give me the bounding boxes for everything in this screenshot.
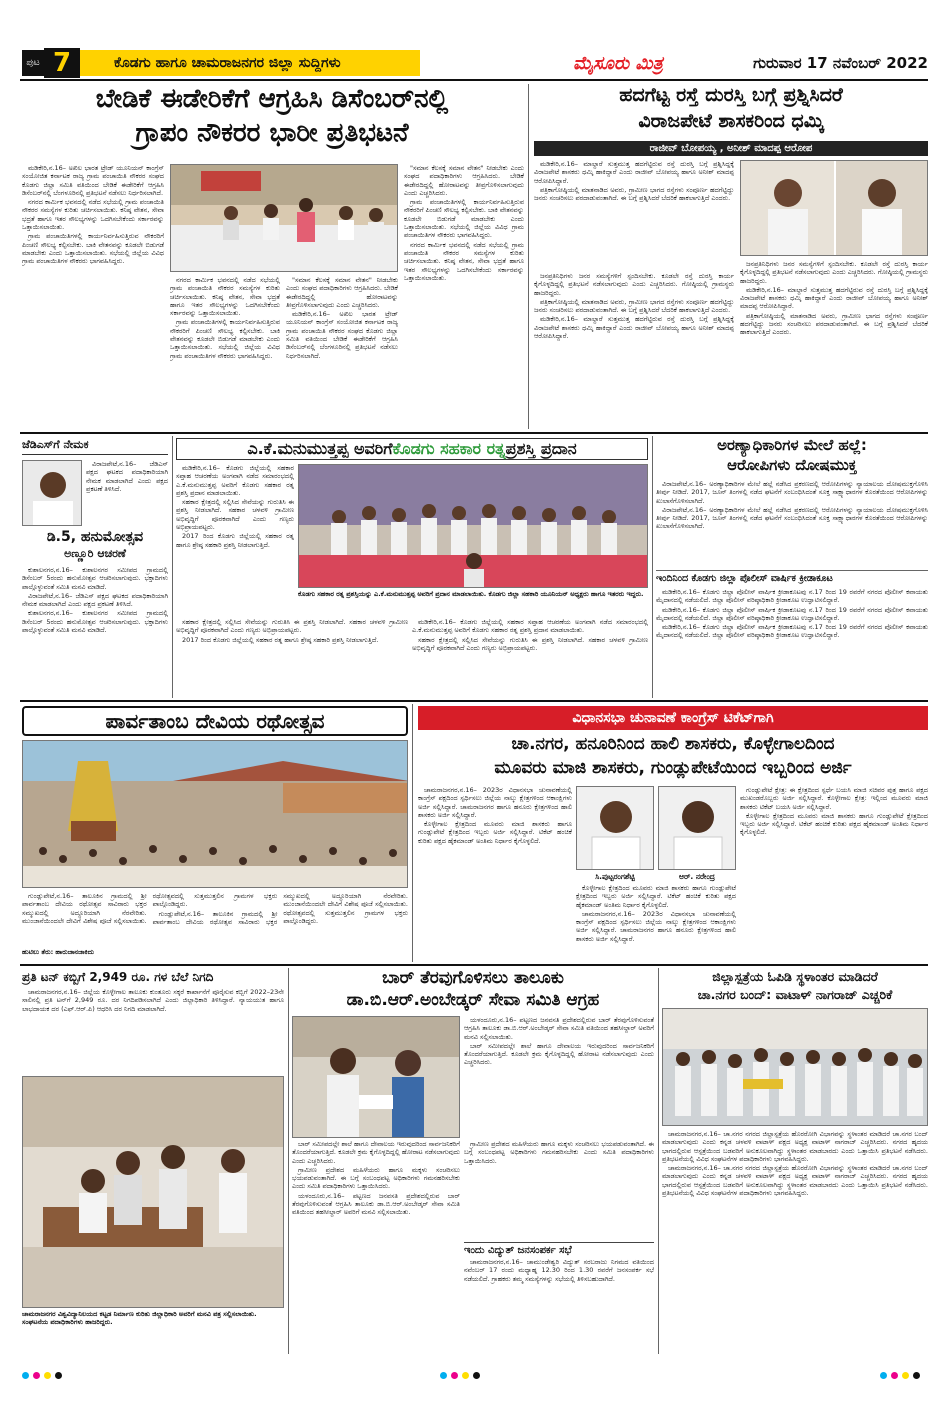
story10-headline-2: ಚಾ.ನಗರ ಬಂದ್: ವಾಟಾಳ್ ನಾಗರಾಜ್ ಎಚ್ಚರಿಕೆ [697, 987, 893, 1002]
column-divider [652, 436, 653, 698]
column-divider [288, 968, 289, 1354]
yellow-dot [902, 1372, 909, 1379]
story6-body: ಗುಂಡ್ಲುಪೇಟೆ,ನ.16– ತಾಲೂಕಿನ ಗ್ರಾಮದಲ್ಲಿ ಶ್ರೀ ಪಾರ್ವತಾಂಬ ದೇವಿಯ ರಥೋತ್ಸವ ಸಾವಿರಾರು ಭಕ್ತರ ಸಮ್ಮುಖದಲ್ಲಿ ಅದ್ದೂರಿಯಾಗಿ ನೆರವೇರಿತು. ಮುಂಜಾನೆಯಿಂದಲೇ ದೇವಿಗೆ ವಿಶೇಷ ಪೂಜೆ ಸಲ್ಲಿಸಲಾಯಿತು. ರಥೋತ್ಸವದಲ್ಲಿ ಸುತ್ತಮುತ್ತಲಿನ ಗ್ರಾಮಗಳ ಭಕ್ತರು ಪಾಲ್ಗೊಂಡಿದ್ದರು. ಗುಂಡ್ಲುಪೇಟೆ,ನ.16– ತಾಲೂಕಿನ ಗ್ರಾಮದಲ್ಲಿ ಶ್ರೀ ಪಾರ್ವತಾಂಬ ದೇವಿಯ ರಥೋತ್ಸವ ಸಾವಿರಾರು ಭಕ್ತರ ಸಮ್ಮುಖದಲ್ಲಿ ಅದ್ದೂರಿಯಾಗಿ ನೆರವೇರಿತು. ಮುಂಜಾನೆಯಿಂದಲೇ ದೇವಿಗೆ ವಿಶೇಷ ಪೂಜೆ ಸಲ್ಲಿಸಲಾಯಿತು. ರಥೋತ್ಸವದಲ್ಲಿ ಸುತ್ತಮುತ್ತಲಿನ ಗ್ರಾಮಗಳ ಭಕ್ತರು ಪಾಲ್ಗೊಂಡಿದ್ದರು. [22, 892, 408, 926]
registration-dots-left [22, 1372, 62, 1379]
story8-caption: ಚಾಮರಾಜನಗರ ವಿಶ್ವವಿದ್ಯಾನಿಲಯದ ಕಟ್ಟಡ ನಿರ್ಮಾಣ ಕುರಿತು ಜಿಲ್ಲಾಧಿಕಾರಿ ಅವರಿಗೆ ಮನವಿ ಪತ್ರ ಸಲ್ಲಿಸಲಾಯಿತು. ಸಂಘಟನೆಯ ಪದಾಧಿಕಾರಿಗಳು ಹಾಜರಿದ್ದರು. [22, 1310, 257, 1326]
story2-photos [740, 160, 928, 256]
story1-headline-1: ಬೇಡಿಕೆ ಈಡೇರಿಕೆಗೆ ಆಗ್ರಹಿಸಿ ಡಿಸೆಂಬರ್‌ನಲ್ಲಿ [95, 84, 449, 114]
issue-date: ಗುರುವಾರ 17 ನವೆಂಬರ್ 2022 [753, 54, 928, 72]
story8-body: ಚಾಮರಾಜನಗರ,ನ.16– ಜಿಲ್ಲೆಯ ಕೊಳ್ಳೇಗಾಲ ತಾಲೂಕು ಕುಂತೂರು ಸಕ್ಕರೆ ಕಾರ್ಖಾನೆಗೆ ಪೂರೈಸುವ ಕಬ್ಬಿಗೆ 2022–23ನೇ ಸಾಲಿನಲ್ಲಿ ಪ್ರತಿ ಟನ್‌ಗೆ 2,949 ರೂ. ದರ ನಿಗದಿಪಡಿಸಲಾಗಿದೆ ಎಂದು ಜಿಲ್ಲಾಧಿಕಾರಿ ತಿಳಿಸಿದ್ದಾರೆ. ನ್ಯಾಯಯುತ ಹಾಗೂ ಲಾಭದಾಯಕ ದರ (ಎಫ್.ಆರ್.ಪಿ) ಆಧರಿಸಿ ದರ ನಿಗದಿ ಮಾಡಲಾಗಿದೆ. [22, 988, 284, 1013]
story1-body-a: ಮಡಿಕೇರಿ,ನ.16– ಅಖಿಲ ಭಾರತ ಟ್ರೇಡ್ ಯೂನಿಯನ್ ಕಾಂಗ್ರೆಸ್ ಸಂಯೋಜಿತ ಕರ್ನಾಟಕ ರಾಜ್ಯ ಗ್ರಾಮ ಪಂಚಾಯಿತಿ ನೌಕರರ ಸಂಘದ ಕೊಡಗು ಜಿಲ್ಲಾ ಸಮಿತಿ ವತಿಯಿಂದ ಬೇಡಿಕೆ ಈಡೇರಿಕೆಗೆ ಆಗ್ರಹಿಸಿ ಡಿಸೆಂಬರ್‌ನಲ್ಲಿ ಬೆಂಗಳೂರಿನಲ್ಲಿ ಪ್ರತಿಭಟನೆ ನಡೆಸಲು ನಿರ್ಧರಿಸಲಾಗಿದೆ. ನಗರದ ಕಾರ್ಮಿಕ ಭವನದಲ್ಲಿ ನಡೆದ ಸಭೆಯಲ್ಲಿ ಗ್ರಾಮ ಪಂಚಾಯಿತಿ ನೌಕರರ ಸಮಸ್ಯೆಗಳ ಕುರಿತು ಚರ್ಚಿಸಲಾಯಿತು. ಕನಿಷ್ಠ ವೇತನ, ಸೇವಾ ಭದ್ರತೆ ಹಾಗೂ ಇತರ ಸೌಲಭ್ಯಗಳನ್ನು ಒದಗಿಸಬೇಕೆಂದು ಸರ್ಕಾರವನ್ನು ಒತ್ತಾಯಿಸಲಾಯಿತು. ಗ್ರಾಮ ಪಂಚಾಯಿತಿಗಳಲ್ಲಿ ಕಾರ್ಯನಿರ್ವಹಿಸುತ್ತಿರುವ ನೌಕರರಿಗೆ ಪಿಂಚಣಿ ಸೌಲಭ್ಯ ಕಲ್ಪಿಸಬೇಕು. ಬಾಕಿ ವೇತನವನ್ನು ಕೂಡಲೇ ಬಿಡುಗಡೆ ಮಾಡಬೇಕು ಎಂದು ಒತ್ತಾಯಿಸಲಾಯಿತು. ಸಭೆಯಲ್ಲಿ ಜಿಲ್ಲೆಯ ವಿವಿಧ ಗ್ರಾಮ ಪಂಚಾಯಿತಿಗಳ ನೌಕರರು ಭಾಗವಹಿಸಿದ್ದರು. [22, 164, 164, 266]
story4-body: ವಿರಾಜಪೇಟೆ,ನ.16– ಅರಣ್ಯಾಧಿಕಾರಿಗಳ ಮೇಲೆ ಹಲ್ಲೆ ನಡೆಸಿದ ಪ್ರಕರಣದಲ್ಲಿ ಆರೋಪಿಗಳನ್ನು ನ್ಯಾಯಾಲಯ ದೋಷಮುಕ್ತಗೊಳಿಸಿ ತೀರ್ಪು ನೀಡಿದೆ. 2017, ಜೂನ್ ತಿಂಗಳಲ್ಲಿ ನಡೆದ ಘಟನೆಗೆ ಸಂಬಂಧಿಸಿದಂತೆ ಸೂಕ್ತ ಸಾಕ್ಷ್ಯಾಧಾರಗಳ ಕೊರತೆಯಿಂದ ಆರೋಪಿಗಳನ್ನು ಖುಲಾಸೆಗೊಳಿಸಲಾಗಿದೆ. ವಿರಾಜಪೇಟೆ,ನ.16– ಅರಣ್ಯಾಧಿಕಾರಿಗಳ ಮೇಲೆ ಹಲ್ಲೆ ನಡೆಸಿದ ಪ್ರಕರಣದಲ್ಲಿ ಆರೋಪಿಗಳನ್ನು ನ್ಯಾಯಾಲಯ ದೋಷಮುಕ್ತಗೊಳಿಸಿ ತೀರ್ಪು ನೀಡಿದೆ. 2017, ಜೂನ್ ತಿಂಗಳಲ್ಲಿ ನಡೆದ ಘಟನೆಗೆ ಸಂಬಂಧಿಸಿದಂತೆ ಸೂಕ್ತ ಸಾಕ್ಷ್ಯಾಧಾರಗಳ ಕೊರತೆಯಿಂದ ಆರೋಪಿಗಳನ್ನು ಖುಲಾಸೆಗೊಳಿಸಲಾಗಿದೆ. [656, 480, 928, 531]
story7-body-b: ಕೊಳ್ಳೇಗಾಲ ಕ್ಷೇತ್ರದಿಂದ ಮೂವರು ಮಾಜಿ ಶಾಸಕರು ಹಾಗೂ ಗುಂಡ್ಲುಪೇಟೆ ಕ್ಷೇತ್ರದಿಂದ ಇಬ್ಬರು ಅರ್ಜಿ ಸಲ್ಲಿಸಿದ್ದಾರೆ. ಟಿಕೆಟ್ ಹಂಚಿಕೆ ಕುರಿತು ಪಕ್ಷದ ಹೈಕಮಾಂಡ್ ಅಂತಿಮ ನಿರ್ಧಾರ ಕೈಗೊಳ್ಳಲಿದೆ. ಚಾಮರಾಜನಗರ,ನ.16– 2023ರ ವಿಧಾನಸಭಾ ಚುನಾವಣೆಯಲ್ಲಿ ಕಾಂಗ್ರೆಸ್ ಪಕ್ಷದಿಂದ ಸ್ಪರ್ಧಿಸಲು ಜಿಲ್ಲೆಯ ನಾಲ್ಕು ಕ್ಷೇತ್ರಗಳಿಂದ ಆಕಾಂಕ್ಷಿಗಳು ಅರ್ಜಿ ಸಲ್ಲಿಸಿದ್ದಾರೆ. ಚಾಮರಾಜನಗರ ಹಾಗೂ ಹನೂರು ಕ್ಷೇತ್ರಗಳಿಂದ ಹಾಲಿ ಶಾಸಕರು ಅರ್ಜಿ ಸಲ್ಲಿಸಿದ್ದಾರೆ. [576, 884, 736, 943]
paper-logo: ಮೈಸೂರು ಮಿತ್ರ [573, 52, 663, 74]
magenta-dot [891, 1372, 898, 1379]
story5-title: ಇಂದಿನಿಂದ ಕೊಡಗು ಜಿಲ್ಲಾ ಪೊಲೀಸ್ ವಾರ್ಷಿಕ ಕ್ರೀಡಾಕೂಟ [656, 573, 833, 584]
story4-headline-1: ಅರಣ್ಯಾಧಿಕಾರಿಗಳ ಮೇಲೆ ಹಲ್ಲೆ: [717, 436, 867, 454]
story4-headline-2: ಆರೋಪಿಗಳು ದೋಷಮುಕ್ತ [727, 456, 857, 474]
cyan-dot [440, 1372, 447, 1379]
section-title: ಕೊಡಗು ಹಾಗೂ ಚಾಮರಾಜನಗರ ಜಿಲ್ಲಾ ಸುದ್ದಿಗಳು [80, 50, 420, 76]
brief1-title: ಜೆಡಿಎಸ್‌ಗೆ ನೇಮಕ [22, 438, 168, 455]
story1-body-d: "ಸಮಾನ ಕೆಲಸಕ್ಕೆ ಸಮಾನ ವೇತನ" ನೀಡಬೇಕು ಎಂದು ಸಂಘದ ಪದಾಧಿಕಾರಿಗಳು ಆಗ್ರಹಿಸಿದರು. ಬೇಡಿಕೆ ಈಡೇರದಿದ್ದಲ್ಲಿ ಹೋರಾಟವನ್ನು ತೀವ್ರಗೊಳಿಸಲಾಗುವುದು ಎಂದು ಎಚ್ಚರಿಸಿದರು. ಗ್ರಾಮ ಪಂಚಾಯಿತಿಗಳಲ್ಲಿ ಕಾರ್ಯನಿರ್ವಹಿಸುತ್ತಿರುವ ನೌಕರರಿಗೆ ಪಿಂಚಣಿ ಸೌಲಭ್ಯ ಕಲ್ಪಿಸಬೇಕು. ಬಾಕಿ ವೇತನವನ್ನು ಕೂಡಲೇ ಬಿಡುಗಡೆ ಮಾಡಬೇಕು ಎಂದು ಒತ್ತಾಯಿಸಲಾಯಿತು. ಸಭೆಯಲ್ಲಿ ಜಿಲ್ಲೆಯ ವಿವಿಧ ಗ್ರಾಮ ಪಂಚಾಯಿತಿಗಳ ನೌಕರರು ಭಾಗವಹಿಸಿದ್ದರು. ನಗರದ ಕಾರ್ಮಿಕ ಭವನದಲ್ಲಿ ನಡೆದ ಸಭೆಯಲ್ಲಿ ಗ್ರಾಮ ಪಂಚಾಯಿತಿ ನೌಕರರ ಸಮಸ್ಯೆಗಳ ಕುರಿತು ಚರ್ಚಿಸಲಾಯಿತು. ಕನಿಷ್ಠ ವೇತನ, ಸೇವಾ ಭದ್ರತೆ ಹಾಗೂ ಇತರ ಸೌಲಭ್ಯಗಳನ್ನು ಒದಗಿಸಬೇಕೆಂದು ಸರ್ಕಾರವನ್ನು ಒತ್ತಾಯಿಸಲಾಯಿತು. [404, 164, 524, 282]
story2-body-c: ಜನಪ್ರತಿನಿಧಿಗಳು ಜನರ ಸಮಸ್ಯೆಗಳಿಗೆ ಸ್ಪಂದಿಸಬೇಕು. ಕೂಡಲೇ ರಸ್ತೆ ದುರಸ್ತಿ ಕಾರ್ಯ ಕೈಗೊಳ್ಳದಿದ್ದಲ್ಲಿ ಪ್ರತಿಭಟನೆ ನಡೆಸಲಾಗುವುದು ಎಂದು ಎಚ್ಚರಿಸಿದರು. ಗೋಷ್ಠಿಯಲ್ಲಿ ಗ್ರಾಮಸ್ಥರು ಹಾಜರಿದ್ದರು. ಮಡಿಕೇರಿ,ನ.16– ಮಾಲ್ದಾರೆ ಸುತ್ತಮುತ್ತ ಹದಗೆಟ್ಟಿರುವ ರಸ್ತೆ ದುರಸ್ತಿ ಬಗ್ಗೆ ಪ್ರಶ್ನಿಸಿದ್ದಕ್ಕೆ ವಿರಾಜಪೇಟೆ ಶಾಸಕರು ಧಮ್ಕಿ ಹಾಕಿದ್ದಾರೆ ಎಂದು ರಾಜೀವ್ ಬೋಪಯ್ಯ ಹಾಗೂ ಅನೀಶ್ ಮಾದಪ್ಪ ಆರೋಪಿಸಿದ್ದಾರೆ. ಪತ್ರಿಕಾಗೋಷ್ಠಿಯಲ್ಲಿ ಮಾತನಾಡಿದ ಅವರು, ಗ್ರಾಮೀಣ ಭಾಗದ ರಸ್ತೆಗಳು ಸಂಪೂರ್ಣ ಹದಗೆಟ್ಟಿದ್ದು ಜನರು ಸಂಚರಿಸಲು ಪರದಾಡುವಂತಾಗಿದೆ. ಈ ಬಗ್ಗೆ ಪ್ರಶ್ನಿಸಿದರೆ ಬೆದರಿಕೆ ಹಾಕಲಾಗುತ್ತಿದೆ ಎಂದರು. [740, 260, 928, 337]
cyan-dot [22, 1372, 29, 1379]
story7-headline-1: ಚಾ.ನಗರ, ಹನೂರಿನಿಂದ ಹಾಲಿ ಶಾಸಕರು, ಕೊಳ್ಳೇಗಾಲದಿಂದ [511, 734, 835, 754]
story3-photo [298, 464, 648, 588]
story3-headline-c: ಪ್ರಶಸ್ತಿ ಪ್ರದಾನ [505, 439, 577, 458]
story1-body-c: "ಸಮಾನ ಕೆಲಸಕ್ಕೆ ಸಮಾನ ವೇತನ" ನೀಡಬೇಕು ಎಂದು ಸಂಘದ ಪದಾಧಿಕಾರಿಗಳು ಆಗ್ರಹಿಸಿದರು. ಬೇಡಿಕೆ ಈಡೇರದಿದ್ದಲ್ಲಿ ಹೋರಾಟವನ್ನು ತೀವ್ರಗೊಳಿಸಲಾಗುವುದು ಎಂದು ಎಚ್ಚರಿಸಿದರು. ಮಡಿಕೇರಿ,ನ.16– ಅಖಿಲ ಭಾರತ ಟ್ರೇಡ್ ಯೂನಿಯನ್ ಕಾಂಗ್ರೆಸ್ ಸಂಯೋಜಿತ ಕರ್ನಾಟಕ ರಾಜ್ಯ ಗ್ರಾಮ ಪಂಚಾಯಿತಿ ನೌಕರರ ಸಂಘದ ಕೊಡಗು ಜಿಲ್ಲಾ ಸಮಿತಿ ವತಿಯಿಂದ ಬೇಡಿಕೆ ಈಡೇರಿಕೆಗೆ ಆಗ್ರಹಿಸಿ ಡಿಸೆಂಬರ್‌ನಲ್ಲಿ ಬೆಂಗಳೂರಿನಲ್ಲಿ ಪ್ರತಿಭಟನೆ ನಡೆಸಲು ನಿರ್ಧರಿಸಲಾಗಿದೆ. [286, 276, 398, 360]
story9-headline-1: ಬಾರ್ ತೆರವುಗೊಳಿಸಲು ತಾಲೂಕು [382, 968, 564, 988]
story3-headline [176, 438, 648, 460]
magenta-dot [33, 1372, 40, 1379]
story9-headline-2: ಡಾ.ಬಿ.ಆರ್.ಅಂಬೇಡ್ಕರ್ ಸೇವಾ ಸಮಿತಿ ಆಗ್ರಹ [346, 990, 600, 1010]
story10-body: ಚಾಮರಾಜನಗರ,ನ.16– ಚಾ.ನಗರ ನಗರದ ಜಿಲ್ಲಾಸ್ಪತ್ರೆಯ ಹೊರರೋಗಿ ವಿಭಾಗವನ್ನು ಸ್ಥಳಾಂತರ ಮಾಡಿದರೆ ಚಾ.ನಗರ ಬಂದ್ ಮಾಡಲಾಗುವುದು ಎಂದು ಕನ್ನಡ ಚಳವಳಿ ವಾಟಾಳ್ ಪಕ್ಷದ ಅಧ್ಯಕ್ಷ ವಾಟಾಳ್ ನಾಗರಾಜ್ ಎಚ್ಚರಿಸಿದರು. ನಗರದ ಹೃದಯ ಭಾಗದಲ್ಲಿರುವ ಆಸ್ಪತ್ರೆಯಿಂದ ಬಡವರಿಗೆ ಅನುಕೂಲವಾಗಿದ್ದು ಸ್ಥಳಾಂತರ ಮಾಡಬಾರದು ಎಂದು ಒತ್ತಾಯಿಸಿ ಪ್ರತಿಭಟನೆ ನಡೆಸಿದರು. ಪ್ರತಿಭಟನೆಯಲ್ಲಿ ವಿವಿಧ ಸಂಘಟನೆಗಳ ಪದಾಧಿಕಾರಿಗಳು ಭಾಗವಹಿಸಿದ್ದರು. ಚಾಮರಾಜನಗರ,ನ.16– ಚಾ.ನಗರ ನಗರದ ಜಿಲ್ಲಾಸ್ಪತ್ರೆಯ ಹೊರರೋಗಿ ವಿಭಾಗವನ್ನು ಸ್ಥಳಾಂತರ ಮಾಡಿದರೆ ಚಾ.ನಗರ ಬಂದ್ ಮಾಡಲಾಗುವುದು ಎಂದು ಕನ್ನಡ ಚಳವಳಿ ವಾಟಾಳ್ ಪಕ್ಷದ ಅಧ್ಯಕ್ಷ ವಾಟಾಳ್ ನಾಗರಾಜ್ ಎಚ್ಚರಿಸಿದರು. ನಗರದ ಹೃದಯ ಭಾಗದಲ್ಲಿರುವ ಆಸ್ಪತ್ರೆಯಿಂದ ಬಡವರಿಗೆ ಅನುಕೂಲವಾಗಿದ್ದು ಸ್ಥಳಾಂತರ ಮಾಡಬಾರದು ಎಂದು ಒತ್ತಾಯಿಸಿ ಪ್ರತಿಭಟನೆ ನಡೆಸಿದರು. ಪ್ರತಿಭಟನೆಯಲ್ಲಿ ವಿವಿಧ ಸಂಘಟನೆಗಳ ಪದಾಧಿಕಾರಿಗಳು ಭಾಗವಹಿಸಿದ್ದರು. [662, 1130, 928, 1198]
black-dot [55, 1372, 62, 1379]
column-divider [658, 968, 659, 1354]
story3-body-a: ಮಡಿಕೇರಿ,ನ.16– ಕೊಡಗು ಜಿಲ್ಲೆಯಲ್ಲಿ ಸಹಕಾರ ಸಪ್ತಾಹ ಆಚರಣೆಯ ಅಂಗವಾಗಿ ನಡೆದ ಸಮಾರಂಭದಲ್ಲಿ ಎ.ಕೆ.ಮನುಮುತ್ತಪ್ಪ ಅವರಿಗೆ ಕೊಡಗು ಸಹಕಾರ ರತ್ನ ಪ್ರಶಸ್ತಿ ಪ್ರದಾನ ಮಾಡಲಾಯಿತು. ಸಹಕಾರ ಕ್ಷೇತ್ರದಲ್ಲಿ ಸಲ್ಲಿಸಿದ ಸೇವೆಯನ್ನು ಗುರುತಿಸಿ ಈ ಪ್ರಶಸ್ತಿ ನೀಡಲಾಗಿದೆ. ಸಹಕಾರ ಚಳವಳಿ ಗ್ರಾಮೀಣ ಅಭಿವೃದ್ಧಿಗೆ ಪೂರಕವಾಗಿದೆ ಎಂದು ಗಣ್ಯರು ಅಭಿಪ್ರಾಯಪಟ್ಟರು. 2017 ರಿಂದ ಕೊಡಗು ಜಿಲ್ಲೆಯಲ್ಲಿ ಸಹಕಾರ ರತ್ನ ಹಾಗೂ ಶ್ರೇಷ್ಠ ಸಹಕಾರಿ ಪ್ರಶಸ್ತಿ ನೀಡಲಾಗುತ್ತಿದೆ. [176, 464, 294, 549]
yellow-dot [44, 1372, 51, 1379]
story7-photo-1-caption: ಸಿ.ಪುಟ್ಟರಂಗಶೆಟ್ಟಿ [595, 872, 635, 881]
section-rule [20, 964, 928, 966]
story2-body-b: ಜನಪ್ರತಿನಿಧಿಗಳು ಜನರ ಸಮಸ್ಯೆಗಳಿಗೆ ಸ್ಪಂದಿಸಬೇಕು. ಕೂಡಲೇ ರಸ್ತೆ ದುರಸ್ತಿ ಕಾರ್ಯ ಕೈಗೊಳ್ಳದಿದ್ದಲ್ಲಿ ಪ್ರತಿಭಟನೆ ನಡೆಸಲಾಗುವುದು ಎಂದು ಎಚ್ಚರಿಸಿದರು. ಗೋಷ್ಠಿಯಲ್ಲಿ ಗ್ರಾಮಸ್ಥರು ಹಾಜರಿದ್ದರು. ಪತ್ರಿಕಾಗೋಷ್ಠಿಯಲ್ಲಿ ಮಾತನಾಡಿದ ಅವರು, ಗ್ರಾಮೀಣ ಭಾಗದ ರಸ್ತೆಗಳು ಸಂಪೂರ್ಣ ಹದಗೆಟ್ಟಿದ್ದು ಜನರು ಸಂಚರಿಸಲು ಪರದಾಡುವಂತಾಗಿದೆ. ಈ ಬಗ್ಗೆ ಪ್ರಶ್ನಿಸಿದರೆ ಬೆದರಿಕೆ ಹಾಕಲಾಗುತ್ತಿದೆ ಎಂದರು. ಮಡಿಕೇರಿ,ನ.16– ಮಾಲ್ದಾರೆ ಸುತ್ತಮುತ್ತ ಹದಗೆಟ್ಟಿರುವ ರಸ್ತೆ ದುರಸ್ತಿ ಬಗ್ಗೆ ಪ್ರಶ್ನಿಸಿದ್ದಕ್ಕೆ ವಿರಾಜಪೇಟೆ ಶಾಸಕರು ಧಮ್ಕಿ ಹಾಕಿದ್ದಾರೆ ಎಂದು ರಾಜೀವ್ ಬೋಪಯ್ಯ ಹಾಗೂ ಅನೀಶ್ ಮಾದಪ್ಪ ಆರೋಪಿಸಿದ್ದಾರೆ. [534, 272, 734, 341]
story2-body-a: ಮಡಿಕೇರಿ,ನ.16– ಮಾಲ್ದಾರೆ ಸುತ್ತಮುತ್ತ ಹದಗೆಟ್ಟಿರುವ ರಸ್ತೆ ದುರಸ್ತಿ ಬಗ್ಗೆ ಪ್ರಶ್ನಿಸಿದ್ದಕ್ಕೆ ವಿರಾಜಪೇಟೆ ಶಾಸಕರು ಧಮ್ಕಿ ಹಾಕಿದ್ದಾರೆ ಎಂದು ರಾಜೀವ್ ಬೋಪಯ್ಯ ಹಾಗೂ ಅನೀಶ್ ಮಾದಪ್ಪ ಆರೋಪಿಸಿದ್ದಾರೆ. ಪತ್ರಿಕಾಗೋಷ್ಠಿಯಲ್ಲಿ ಮಾತನಾಡಿದ ಅವರು, ಗ್ರಾಮೀಣ ಭಾಗದ ರಸ್ತೆಗಳು ಸಂಪೂರ್ಣ ಹದಗೆಟ್ಟಿದ್ದು ಜನರು ಸಂಚರಿಸಲು ಪರದಾಡುವಂತಾಗಿದೆ. ಈ ಬಗ್ಗೆ ಪ್ರಶ್ನಿಸಿದರೆ ಬೆದರಿಕೆ ಹಾಕಲಾಗುತ್ತಿದೆ ಎಂದರು. [534, 160, 734, 203]
story2-headline-2: ವಿರಾಜಪೇಟೆ ಶಾಸಕರಿಂದ ಧಮ್ಕಿ [638, 110, 824, 132]
story6-caption: ಹುಟಿಲು ತೆರು: ಹಾರುಜಾನಜಾಕಿದು [22, 948, 94, 956]
story5-body: ಮಡಿಕೇರಿ,ನ.16– ಕೊಡಗು ಜಿಲ್ಲಾ ಪೊಲೀಸ್ ವಾರ್ಷಿಕ ಕ್ರೀಡಾಕೂಟವು ನ.17 ರಿಂದ 19 ರವರೆಗೆ ನಗರದ ಪೊಲೀಸ್ ಕವಾಯತು ಮೈದಾನದಲ್ಲಿ ನಡೆಯಲಿದೆ. ಜಿಲ್ಲಾ ಪೊಲೀಸ್ ವರಿಷ್ಠಾಧಿಕಾರಿ ಕ್ರೀಡಾಕೂಟ ಉದ್ಘಾಟಿಸಲಿದ್ದಾರೆ. ಮಡಿಕೇರಿ,ನ.16– ಕೊಡಗು ಜಿಲ್ಲಾ ಪೊಲೀಸ್ ವಾರ್ಷಿಕ ಕ್ರೀಡಾಕೂಟವು ನ.17 ರಿಂದ 19 ರವರೆಗೆ ನಗರದ ಪೊಲೀಸ್ ಕವಾಯತು ಮೈದಾನದಲ್ಲಿ ನಡೆಯಲಿದೆ. ಜಿಲ್ಲಾ ಪೊಲೀಸ್ ವರಿಷ್ಠಾಧಿಕಾರಿ ಕ್ರೀಡಾಕೂಟ ಉದ್ಘಾಟಿಸಲಿದ್ದಾರೆ. ಮಡಿಕೇರಿ,ನ.16– ಕೊಡಗು ಜಿಲ್ಲಾ ಪೊಲೀಸ್ ವಾರ್ಷಿಕ ಕ್ರೀಡಾಕೂಟವು ನ.17 ರಿಂದ 19 ರವರೆಗೆ ನಗರದ ಪೊಲೀಸ್ ಕವಾಯತು ಮೈದಾನದಲ್ಲಿ ನಡೆಯಲಿದೆ. ಜಿಲ್ಲಾ ಪೊಲೀಸ್ ವರಿಷ್ಠಾಧಿಕಾರಿ ಕ್ರೀಡಾಕೂಟ ಉದ್ಘಾಟಿಸಲಿದ್ದಾರೆ. [656, 588, 928, 640]
brief1-portrait [22, 460, 82, 526]
story1-headline-2: ಗ್ರಾಪಂ ನೌಕರರ ಭಾರೀ ಪ್ರತಿಭಟನೆ [135, 118, 409, 148]
story10-photo [662, 1008, 928, 1126]
column-divider [412, 704, 413, 962]
story9-sub-title: ಇಂದು ವಿದ್ಯುತ್ ಜನಸಂಪರ್ಕ ಸಭೆ [464, 1242, 654, 1256]
story8-photo [22, 1076, 284, 1308]
column-divider [172, 436, 173, 698]
story3-headline-a: ಎ.ಕೆ.ಮನುಮುತ್ತಪ್ಪ ಅವರಿಗೆ [247, 439, 393, 458]
story9-body-b: ಬಾರ್ ಸಮೀಪದಲ್ಲೇ ಶಾಲೆ ಹಾಗೂ ದೇವಾಲಯ ಇರುವುದರಿಂದ ಸಾರ್ವಜನಿಕರಿಗೆ ತೊಂದರೆಯಾಗುತ್ತಿದೆ. ಕೂಡಲೇ ಕ್ರಮ ಕೈಗೊಳ್ಳದಿದ್ದಲ್ಲಿ ಹೋರಾಟ ನಡೆಸಲಾಗುವುದು ಎಂದು ಎಚ್ಚರಿಸಿದರು. ಗ್ರಾಮೀಣ ಪ್ರದೇಶದ ಮಹಿಳೆಯರು ಹಾಗೂ ಮಕ್ಕಳು ಸಂಚರಿಸಲು ಭಯಪಡುವಂತಾಗಿದೆ. ಈ ಬಗ್ಗೆ ಸಂಬಂಧಪಟ್ಟ ಅಧಿಕಾರಿಗಳು ಗಮನಹರಿಸಬೇಕು ಎಂದು ಸಮಿತಿ ಪದಾಧಿಕಾರಿಗಳು ಒತ್ತಾಯಿಸಿದರು. ಯಳಂದೂರು,ನ.16– ಪಟ್ಟಣದ ಜನವಸತಿ ಪ್ರದೇಶದಲ್ಲಿರುವ ಬಾರ್ ತೆರವುಗೊಳಿಸುವಂತೆ ಆಗ್ರಹಿಸಿ ತಾಲೂಕು ಡಾ.ಬಿ.ಆರ್.ಅಂಬೇಡ್ಕರ್ ಸೇವಾ ಸಮಿತಿ ವತಿಯಿಂದ ತಹಸೀಲ್ದಾರ್ ಅವರಿಗೆ ಮನವಿ ಸಲ್ಲಿಸಲಾಯಿತು. [292, 1140, 460, 1217]
cyan-dot [880, 1372, 887, 1379]
registration-dots-right [880, 1372, 920, 1379]
story6-headline: ಪಾರ್ವತಾಂಬ ದೇವಿಯ ರಥೋತ್ಸವ [22, 706, 408, 736]
brief2-title: ಡಿ.5, ಹನುಮೋತ್ಸವ [46, 529, 144, 545]
brief1-body: ವಿರಾಜಪೇಟೆ,ನ.16– ಜೆಡಿಎಸ್ ಪಕ್ಷದ ಘಟಕದ ಪದಾಧಿಕಾರಿಯಾಗಿ ನೇಮಕ ಮಾಡಲಾಗಿದೆ ಎಂದು ಪಕ್ಷದ ಪ್ರಕಟಣೆ ತಿಳಿಸಿದೆ. [86, 460, 168, 493]
story7-body-a: ಚಾಮರಾಜನಗರ,ನ.16– 2023ರ ವಿಧಾನಸಭಾ ಚುನಾವಣೆಯಲ್ಲಿ ಕಾಂಗ್ರೆಸ್ ಪಕ್ಷದಿಂದ ಸ್ಪರ್ಧಿಸಲು ಜಿಲ್ಲೆಯ ನಾಲ್ಕು ಕ್ಷೇತ್ರಗಳಿಂದ ಆಕಾಂಕ್ಷಿಗಳು ಅರ್ಜಿ ಸಲ್ಲಿಸಿದ್ದಾರೆ. ಚಾಮರಾಜನಗರ ಹಾಗೂ ಹನೂರು ಕ್ಷೇತ್ರಗಳಿಂದ ಹಾಲಿ ಶಾಸಕರು ಅರ್ಜಿ ಸಲ್ಲಿಸಿದ್ದಾರೆ. ಕೊಳ್ಳೇಗಾಲ ಕ್ಷೇತ್ರದಿಂದ ಮೂವರು ಮಾಜಿ ಶಾಸಕರು ಹಾಗೂ ಗುಂಡ್ಲುಪೇಟೆ ಕ್ಷೇತ್ರದಿಂದ ಇಬ್ಬರು ಅರ್ಜಿ ಸಲ್ಲಿಸಿದ್ದಾರೆ. ಟಿಕೆಟ್ ಹಂಚಿಕೆ ಕುರಿತು ಪಕ್ಷದ ಹೈಕಮಾಂಡ್ ಅಂತಿಮ ನಿರ್ಧಾರ ಕೈಗೊಳ್ಳಲಿದೆ. [418, 786, 572, 845]
yellow-dot [462, 1372, 469, 1379]
story6-photo [22, 740, 408, 888]
story-divider [656, 570, 928, 571]
story1-photo [170, 164, 398, 272]
story7-headline-2: ಮೂವರು ಮಾಜಿ ಶಾಸಕರು, ಗುಂಡ್ಲುಪೇಟೆಯಿಂದ ಇಬ್ಬರಿಂದ ಅರ್ಜಿ [494, 758, 852, 778]
section-rule [20, 700, 928, 702]
story3-caption: ಕೊಡಗು ಸಹಕಾರ ರತ್ನ ಪ್ರಶಸ್ತಿಯನ್ನು ಎ.ಕೆ.ಮನುಮುತ್ತಪ್ಪ ಅವರಿಗೆ ಪ್ರದಾನ ಮಾಡಲಾಯಿತು. ಕೊಡಗು ಜಿಲ್ಲಾ ಸಹಕಾರಿ ಯೂನಿಯನ್ ಅಧ್ಯಕ್ಷರು ಹಾಗೂ ಇತರರು ಇದ್ದರು. [298, 590, 644, 598]
story1-body-b: ನಗರದ ಕಾರ್ಮಿಕ ಭವನದಲ್ಲಿ ನಡೆದ ಸಭೆಯಲ್ಲಿ ಗ್ರಾಮ ಪಂಚಾಯಿತಿ ನೌಕರರ ಸಮಸ್ಯೆಗಳ ಕುರಿತು ಚರ್ಚಿಸಲಾಯಿತು. ಕನಿಷ್ಠ ವೇತನ, ಸೇವಾ ಭದ್ರತೆ ಹಾಗೂ ಇತರ ಸೌಲಭ್ಯಗಳನ್ನು ಒದಗಿಸಬೇಕೆಂದು ಸರ್ಕಾರವನ್ನು ಒತ್ತಾಯಿಸಲಾಯಿತು. ಗ್ರಾಮ ಪಂಚಾಯಿತಿಗಳಲ್ಲಿ ಕಾರ್ಯನಿರ್ವಹಿಸುತ್ತಿರುವ ನೌಕರರಿಗೆ ಪಿಂಚಣಿ ಸೌಲಭ್ಯ ಕಲ್ಪಿಸಬೇಕು. ಬಾಕಿ ವೇತನವನ್ನು ಕೂಡಲೇ ಬಿಡುಗಡೆ ಮಾಡಬೇಕು ಎಂದು ಒತ್ತಾಯಿಸಲಾಯಿತು. ಸಭೆಯಲ್ಲಿ ಜಿಲ್ಲೆಯ ವಿವಿಧ ಗ್ರಾಮ ಪಂಚಾಯಿತಿಗಳ ನೌಕರರು ಭಾಗವಹಿಸಿದ್ದರು. [170, 276, 280, 360]
story7-photo-1 [576, 786, 654, 870]
page-number: 7 [44, 48, 80, 78]
magenta-dot [451, 1372, 458, 1379]
story9-body-c: ಗ್ರಾಮೀಣ ಪ್ರದೇಶದ ಮಹಿಳೆಯರು ಹಾಗೂ ಮಕ್ಕಳು ಸಂಚರಿಸಲು ಭಯಪಡುವಂತಾಗಿದೆ. ಈ ಬಗ್ಗೆ ಸಂಬಂಧಪಟ್ಟ ಅಧಿಕಾರಿಗಳು ಗಮನಹರಿಸಬೇಕು ಎಂದು ಸಮಿತಿ ಪದಾಧಿಕಾರಿಗಳು ಒತ್ತಾಯಿಸಿದರು. [464, 1140, 654, 1165]
section-rule [20, 432, 928, 434]
page-tab: ಪುಟ [22, 50, 44, 76]
story7-band: ವಿಧಾನಸಭಾ ಚುನಾವಣೆ ಕಾಂಗ್ರೆಸ್ ಟಿಕೆಟ್‌ಗಾಗಿ [418, 706, 928, 730]
story3-body-c: ಮಡಿಕೇರಿ,ನ.16– ಕೊಡಗು ಜಿಲ್ಲೆಯಲ್ಲಿ ಸಹಕಾರ ಸಪ್ತಾಹ ಆಚರಣೆಯ ಅಂಗವಾಗಿ ನಡೆದ ಸಮಾರಂಭದಲ್ಲಿ ಎ.ಕೆ.ಮನುಮುತ್ತಪ್ಪ ಅವರಿಗೆ ಕೊಡಗು ಸಹಕಾರ ರತ್ನ ಪ್ರಶಸ್ತಿ ಪ್ರದಾನ ಮಾಡಲಾಯಿತು. ಸಹಕಾರ ಕ್ಷೇತ್ರದಲ್ಲಿ ಸಲ್ಲಿಸಿದ ಸೇವೆಯನ್ನು ಗುರುತಿಸಿ ಈ ಪ್ರಶಸ್ತಿ ನೀಡಲಾಗಿದೆ. ಸಹಕಾರ ಚಳವಳಿ ಗ್ರಾಮೀಣ ಅಭಿವೃದ್ಧಿಗೆ ಪೂರಕವಾಗಿದೆ ಎಂದು ಗಣ್ಯರು ಅಭಿಪ್ರಾಯಪಟ್ಟರು. [412, 618, 648, 652]
black-dot [913, 1372, 920, 1379]
column-divider [528, 84, 529, 429]
story2-headline-1: ಹದಗೆಟ್ಟ ರಸ್ತೆ ದುರಸ್ತಿ ಬಗ್ಗೆ ಪ್ರಶ್ನಿಸಿದರೆ [619, 84, 843, 106]
registration-dots-center [440, 1372, 480, 1379]
story9-body-a: ಯಳಂದೂರು,ನ.16– ಪಟ್ಟಣದ ಜನವಸತಿ ಪ್ರದೇಶದಲ್ಲಿರುವ ಬಾರ್ ತೆರವುಗೊಳಿಸುವಂತೆ ಆಗ್ರಹಿಸಿ ತಾಲೂಕು ಡಾ.ಬಿ.ಆರ್.ಅಂಬೇಡ್ಕರ್ ಸೇವಾ ಸಮಿತಿ ವತಿಯಿಂದ ತಹಸೀಲ್ದಾರ್ ಅವರಿಗೆ ಮನವಿ ಸಲ್ಲಿಸಲಾಯಿತು. ಬಾರ್ ಸಮೀಪದಲ್ಲೇ ಶಾಲೆ ಹಾಗೂ ದೇವಾಲಯ ಇರುವುದರಿಂದ ಸಾರ್ವಜನಿಕರಿಗೆ ತೊಂದರೆಯಾಗುತ್ತಿದೆ. ಕೂಡಲೇ ಕ್ರಮ ಕೈಗೊಳ್ಳದಿದ್ದಲ್ಲಿ ಹೋರಾಟ ನಡೆಸಲಾಗುವುದು ಎಂದು ಎಚ್ಚರಿಸಿದರು. [464, 1016, 654, 1067]
story3-headline-b: ಕೊಡಗು ಸಹಕಾರ ರತ್ನ [392, 439, 506, 458]
brief2-subtitle: ಅಣ್ಣೂರಿ ಆಚರಣೆ [64, 547, 126, 560]
story7-body-c: ಗುಂಡ್ಲುಪೇಟೆ ಕ್ಷೇತ್ರ: ಈ ಕ್ಷೇತ್ರದಿಂದ ಸ್ಪರ್ಧೆ ಬಯಸಿ ಮಾಜಿ ಸಚಿವರ ಪುತ್ರ ಹಾಗೂ ಪಕ್ಷದ ಮುಖಂಡರೊಬ್ಬರು ಅರ್ಜಿ ಸಲ್ಲಿಸಿದ್ದಾರೆ. ಕೊಳ್ಳೇಗಾಲ ಕ್ಷೇತ್ರ: ಇಲ್ಲಿಂದ ಮೂವರು ಮಾಜಿ ಶಾಸಕರು ಟಿಕೆಟ್ ಬಯಸಿ ಅರ್ಜಿ ಸಲ್ಲಿಸಿದ್ದಾರೆ. ಕೊಳ್ಳೇಗಾಲ ಕ್ಷೇತ್ರದಿಂದ ಮೂವರು ಮಾಜಿ ಶಾಸಕರು ಹಾಗೂ ಗುಂಡ್ಲುಪೇಟೆ ಕ್ಷೇತ್ರದಿಂದ ಇಬ್ಬರು ಅರ್ಜಿ ಸಲ್ಲಿಸಿದ್ದಾರೆ. ಟಿಕೆಟ್ ಹಂಚಿಕೆ ಕುರಿತು ಪಕ್ಷದ ಹೈಕಮಾಂಡ್ ಅಂತಿಮ ನಿರ್ಧಾರ ಕೈಗೊಳ್ಳಲಿದೆ. [740, 786, 928, 837]
story10-headline-1: ಜಿಲ್ಲಾಸ್ಪತ್ರೆಯ ಓಪಿಡಿ ಸ್ಥಳಾಂತರ ಮಾಡಿದರೆ [712, 969, 878, 984]
black-dot [473, 1372, 480, 1379]
story8-headline: ಪ್ರತಿ ಟನ್ ಕಬ್ಬಿಗೆ 2,949 ರೂ. ಗಳ ಬೆಲೆ ನಿಗದಿ [22, 970, 214, 984]
story9-sub-body: ಚಾಮರಾಜನಗರ,ನ.16– ಚಾಮುಂಡೇಶ್ವರಿ ವಿದ್ಯುತ್ ಸರಬರಾಜು ನಿಗಮದ ವತಿಯಿಂದ ನವೆಂಬರ್ 17 ರಂದು ಮಧ್ಯಾಹ್ನ 12.30 ರಿಂದ 1.30 ರವರೆಗೆ ಜನಸಂಪರ್ಕ ಸಭೆ ನಡೆಯಲಿದೆ. ಗ್ರಾಹಕರು ತಮ್ಮ ಸಮಸ್ಯೆಗಳನ್ನು ಸಭೆಯಲ್ಲಿ ತಿಳಿಸಬಹುದಾಗಿದೆ. [464, 1258, 654, 1283]
story3-body-b: ಸಹಕಾರ ಕ್ಷೇತ್ರದಲ್ಲಿ ಸಲ್ಲಿಸಿದ ಸೇವೆಯನ್ನು ಗುರುತಿಸಿ ಈ ಪ್ರಶಸ್ತಿ ನೀಡಲಾಗಿದೆ. ಸಹಕಾರ ಚಳವಳಿ ಗ್ರಾಮೀಣ ಅಭಿವೃದ್ಧಿಗೆ ಪೂರಕವಾಗಿದೆ ಎಂದು ಗಣ್ಯರು ಅಭಿಪ್ರಾಯಪಟ್ಟರು. 2017 ರಿಂದ ಕೊಡಗು ಜಿಲ್ಲೆಯಲ್ಲಿ ಸಹಕಾರ ರತ್ನ ಹಾಗೂ ಶ್ರೇಷ್ಠ ಸಹಕಾರಿ ಪ್ರಶಸ್ತಿ ನೀಡಲಾಗುತ್ತಿದೆ. [176, 618, 408, 644]
story7-photo-2 [658, 786, 736, 870]
masthead-rule [20, 79, 928, 81]
story9-photo [292, 1016, 460, 1138]
brief2-body: ಕುಶಾಲನಗರ,ನ.16– ಕುಶಾಲನಗರ ಸಮೀಪದ ಗ್ರಾಮದಲ್ಲಿ ಡಿಸೆಂಬರ್ 5ರಂದು ಹನುಮೋತ್ಸವ ಆಚರಿಸಲಾಗುವುದು. ಭಕ್ತಾದಿಗಳು ಪಾಲ್ಗೊಳ್ಳುವಂತೆ ಸಮಿತಿ ಮನವಿ ಮಾಡಿದೆ. ವಿರಾಜಪೇಟೆ,ನ.16– ಜೆಡಿಎಸ್ ಪಕ್ಷದ ಘಟಕದ ಪದಾಧಿಕಾರಿಯಾಗಿ ನೇಮಕ ಮಾಡಲಾಗಿದೆ ಎಂದು ಪಕ್ಷದ ಪ್ರಕಟಣೆ ತಿಳಿಸಿದೆ. ಕುಶಾಲನಗರ,ನ.16– ಕುಶಾಲನಗರ ಸಮೀಪದ ಗ್ರಾಮದಲ್ಲಿ ಡಿಸೆಂಬರ್ 5ರಂದು ಹನುಮೋತ್ಸವ ಆಚರಿಸಲಾಗುವುದು. ಭಕ್ತಾದಿಗಳು ಪಾಲ್ಗೊಳ್ಳುವಂತೆ ಸಮಿತಿ ಮನವಿ ಮಾಡಿದೆ. [22, 566, 168, 635]
story2-byline-band: ರಾಜೀವ್ ಬೋಪಯ್ಯ , ಅನೀಶ್ ಮಾದಪ್ಪ ಆರೋಪ [534, 141, 928, 156]
story7-photo-2-caption: ಆರ್. ನರೇಂದ್ರ [679, 872, 715, 881]
